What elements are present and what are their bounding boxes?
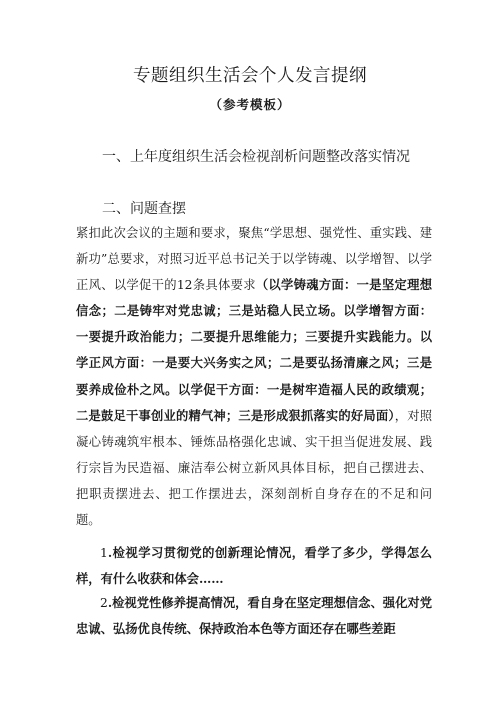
document-title: 专题组织生活会个人发言提纲 [133, 66, 367, 86]
paragraph-intro: 紧扣此次会议的主题和要求，聚焦“学思想、强党性、重实践、建新功”总要求，对照习近平总书记关于以学铸魂、以学增智、以学正风、以学促干的12条具体要求 [76, 226, 432, 293]
list-item [76, 590, 432, 642]
list-item-text: .检视党性修养提高情况，看自身在坚定理想信念、强化对党忠诚、弘扬优良传统、保持政治本色等方面还存在哪些差距 [76, 595, 432, 636]
list-item-number: 2 [100, 596, 108, 610]
paragraph-bold-requirements: （以学铸魂方面：一是坚定理想信念；二是铸牢对党忠诚；三是站稳人民立场。以学增智方面：一要提升政治能力；二要提升思维能力；三要提升实践能力。以学正风方面：一是要大兴务实之风；二是要弘扬清廉之风；三是要养成俭朴之风。以学促干方面：一是树牢造福人民的政绩观；二是鼓足干事创业的精气神；三是形成狠抓落实的好局面） [76, 277, 432, 423]
section-heading-1: 一、上年度组织生活会检视剖析问题整改落实情况 [102, 149, 410, 165]
list-item-number: 1 [100, 546, 108, 560]
section-heading-2: 二、问题查摆 [102, 201, 186, 217]
document-subtitle: （参考模板） [209, 97, 291, 112]
paragraph-tail: ，对照凝心铸魂筑牢根本、锤炼品格强化忠诚、实干担当促进发展、践行宗旨为民造福、廉洁奉公树立新风具体目标，把自己摆进去、把职责摆进去、把工作摆进去，深刻剖析自身存在的不足和问题。 [76, 408, 432, 528]
list-item-text: .检视学习贯彻党的创新理论情况，看学了多少，学得怎么样，有什么收获和体会…… [76, 545, 432, 586]
body-paragraph [76, 220, 432, 533]
list-item [76, 540, 432, 592]
